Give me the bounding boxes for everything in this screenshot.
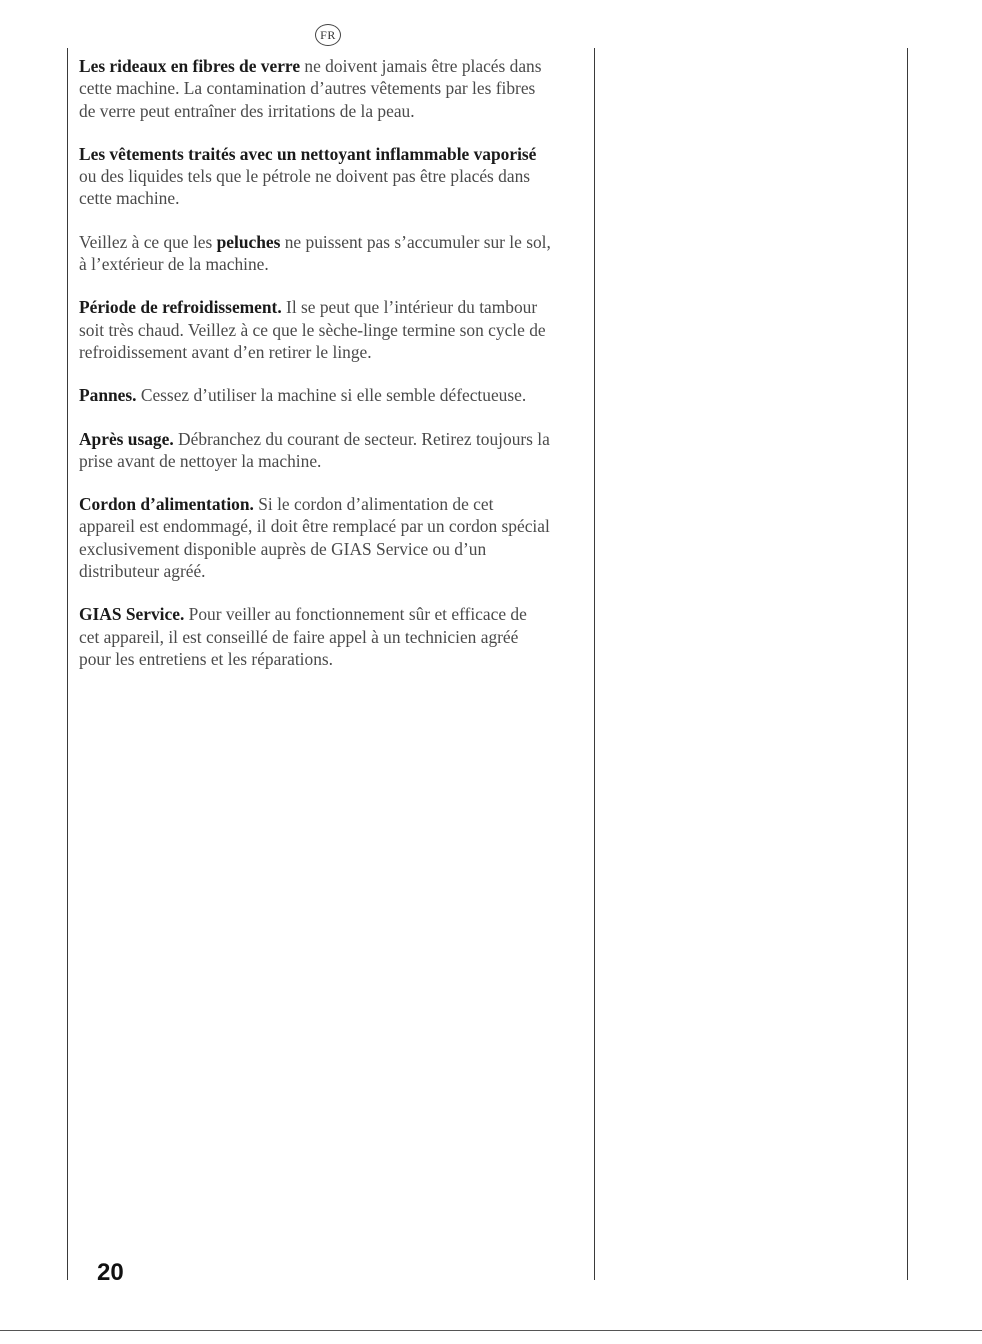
- right-margin-rule: [907, 48, 908, 1280]
- paragraph-heading: Après usage.: [79, 428, 174, 449]
- safety-instructions: [79, 55, 551, 691]
- paragraph-text: Pour veiller au fonctionnement sûr et efficace de cet appareil, il est conseillé de faire appel à un technicien agréé pour les entretiens et les réparations.: [79, 604, 527, 669]
- paragraph-heading: Cordon d’alimentation.: [79, 494, 254, 515]
- paragraph-faults: [79, 384, 551, 406]
- paragraph-fiberglass-curtains: [79, 55, 551, 122]
- paragraph-power-cord: [79, 493, 551, 582]
- paragraph-text: Cessez d’utiliser la machine si elle semble défectueuse.: [136, 385, 527, 406]
- paragraph-text: ne doivent jamais être placés dans cette machine. La contamination d’autres vêtements par les fibres de verre peut entraîner des irritations de la peau.: [79, 56, 542, 121]
- column-divider-rule: [594, 48, 595, 1280]
- paragraph-heading: Période de refroidissement.: [79, 297, 282, 318]
- paragraph-text-lead: Veillez à ce que les: [79, 231, 217, 252]
- paragraph-gias-service: [79, 603, 551, 670]
- paragraph-heading: peluches: [216, 231, 281, 252]
- paragraph-text: ou des liquides tels que le pétrole ne doivent pas être placés dans cette machine.: [79, 166, 531, 209]
- language-badge: FR: [315, 24, 341, 46]
- paragraph-text: Il se peut que l’intérieur du tambour soit très chaud. Veillez à ce que le sèche-linge termine son cycle de refroidissement avant d’en retirer le linge.: [79, 297, 546, 362]
- paragraph-heading: Pannes.: [79, 385, 137, 406]
- paragraph-text: ne puissent pas s’accumuler sur le sol, à l’extérieur de la machine.: [79, 231, 551, 275]
- page-number: 20: [97, 1259, 124, 1286]
- left-margin-rule: [67, 48, 68, 1280]
- paragraph-text: Si le cordon d’alimentation de cet appareil est endommagé, il doit être remplacé par un cordon spécial exclusivement disponible auprès de GIAS Service ou d’un distributeur agréé.: [79, 494, 550, 582]
- paragraph-lint: [79, 231, 551, 276]
- paragraph-cooling-period: [79, 296, 551, 363]
- paragraph-text: Débranchez du courant de secteur. Retirez toujours la prise avant de nettoyer la machine.: [79, 428, 550, 471]
- bottom-edge-line: [0, 1330, 982, 1331]
- paragraph-heading: GIAS Service.: [79, 604, 185, 625]
- paragraph-flammable-cleaner: [79, 143, 551, 210]
- paragraph-heading: Les rideaux en fibres de verre: [79, 56, 301, 76]
- paragraph-after-use: [79, 428, 551, 473]
- paragraph-heading: Les vêtements traités avec un nettoyant inflammable vaporisé: [79, 143, 537, 164]
